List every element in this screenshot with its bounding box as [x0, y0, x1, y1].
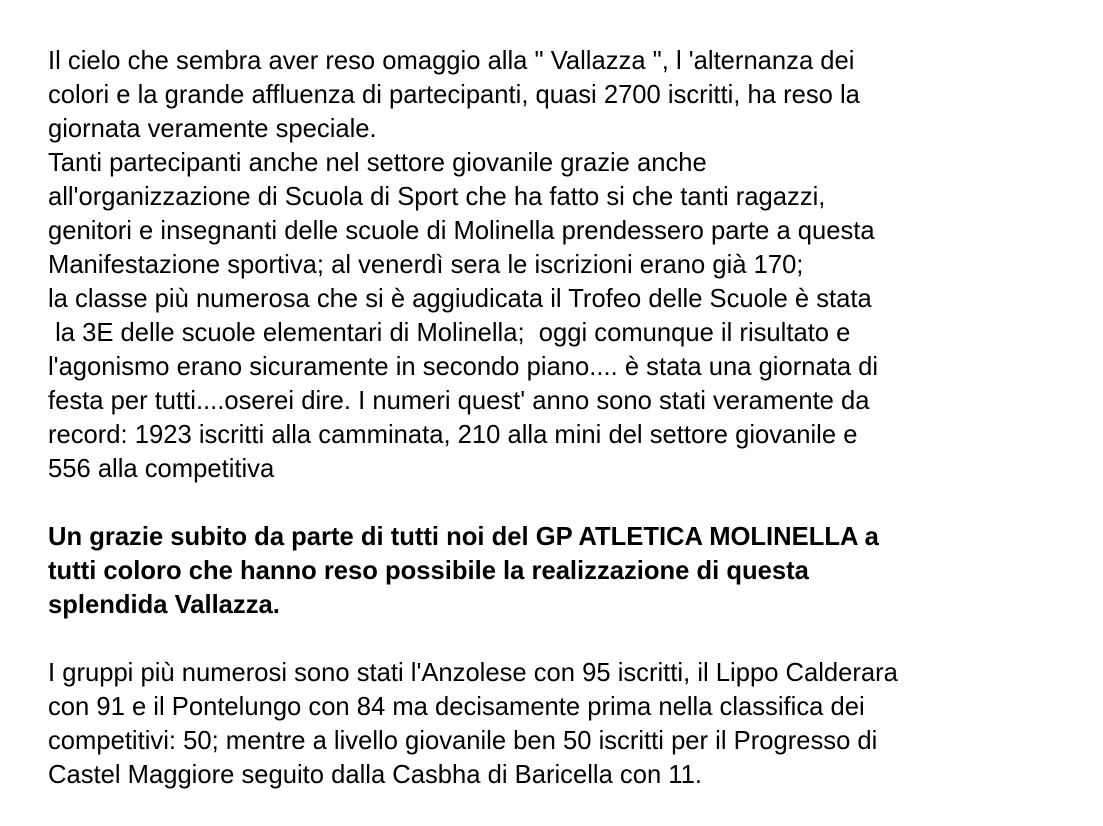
document-page — [48, 44, 1088, 792]
text-line: Manifestazione sportiva; al venerdì sera le iscrizioni erano già 170; — [48, 251, 804, 279]
paragraph-spacer — [48, 622, 1088, 656]
text-line: competitivi: 50; mentre a livello giovanile ben 50 iscritti per il Progresso di — [48, 727, 878, 755]
paragraph-report-intro — [48, 44, 1088, 486]
text-line: la 3E delle scuole elementari di Molinella; oggi comunque il risultato e — [48, 319, 851, 347]
text-line: l'agonismo erano sicuramente in secondo piano.... è stata una giornata di — [48, 353, 879, 381]
text-line: festa per tutti....oserei dire. I numeri quest' anno sono stati veramente da — [48, 387, 870, 415]
text-line: Il cielo che sembra aver reso omaggio alla " Vallazza ", l 'alternanza dei — [48, 47, 855, 75]
text-line: con 91 e il Pontelungo con 84 ma decisamente prima nella classifica dei — [48, 693, 865, 721]
text-line: giornata veramente speciale. — [48, 115, 377, 143]
paragraph-spacer — [48, 486, 1088, 520]
text-line: I gruppi più numerosi sono stati l'Anzolese con 95 iscritti, il Lippo Calderara — [48, 659, 898, 687]
text-line: genitori e insegnanti delle scuole di Molinella prendessero parte a questa — [48, 217, 875, 245]
text-line: Un grazie subito da parte di tutti noi del GP ATLETICA MOLINELLA a — [48, 523, 879, 551]
text-line: all'organizzazione di Scuola di Sport che ha fatto si che tanti ragazzi, — [48, 183, 826, 211]
text-line: splendida Vallazza. — [48, 591, 280, 619]
text-line: record: 1923 iscritti alla camminata, 210 alla mini del settore giovanile e — [48, 421, 858, 449]
text-line: colori e la grande affluenza di partecipanti, quasi 2700 iscritti, ha reso la — [48, 81, 860, 109]
paragraph-thanks — [48, 520, 1088, 622]
text-line: 556 alla competitiva — [48, 455, 275, 483]
paragraph-groups — [48, 656, 1088, 792]
text-line: Tanti partecipanti anche nel settore giovanile grazie anche — [48, 149, 707, 177]
text-line: Castel Maggiore seguito dalla Casbha di Baricella con 11. — [48, 761, 702, 789]
text-line: tutti coloro che hanno reso possibile la realizzazione di questa — [48, 557, 809, 585]
text-line: la classe più numerosa che si è aggiudicata il Trofeo delle Scuole è stata — [48, 285, 872, 313]
